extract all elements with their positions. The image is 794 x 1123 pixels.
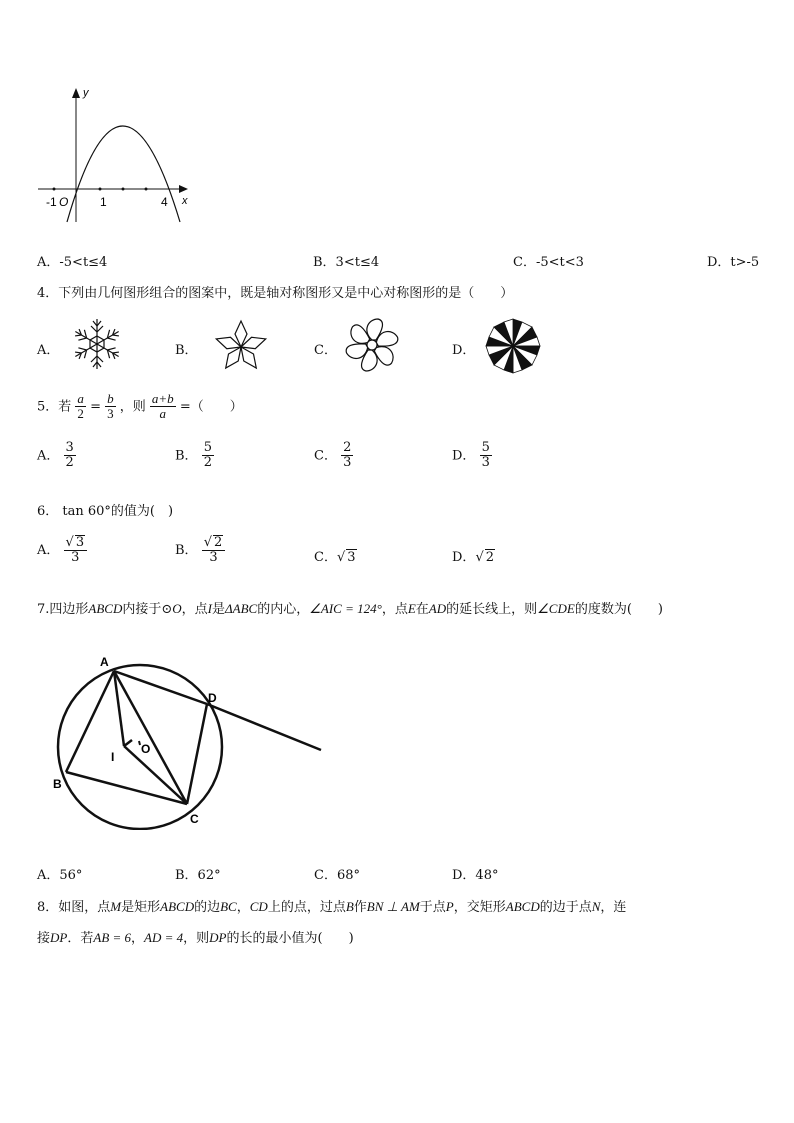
q8-stem-line2: 接DP．若AB = 6，AD = 4，则DP的长的最小值为( ) (37, 930, 354, 946)
segment-ac (114, 671, 187, 804)
q6-stem: 6． tan 60°的值为( ) (37, 504, 174, 519)
q6-option-d[interactable]: D．√ 2 (452, 550, 495, 565)
q4-option-b-label[interactable]: B． (175, 343, 198, 358)
q7-circle-figure (45, 650, 330, 830)
label-d: D (208, 691, 217, 705)
q5-option-d[interactable]: D． $\frac{5}{3}$ (452, 440, 490, 471)
q5-stem (37, 392, 243, 422)
q3-option-a[interactable]: A．-5<t≤4 (37, 255, 108, 270)
snowflake-icon[interactable] (68, 316, 126, 372)
label-c: C (190, 812, 199, 826)
q7-option-a[interactable]: A．56° (37, 868, 83, 883)
label-b: B (53, 777, 62, 791)
q3-option-c[interactable]: C．-5<t<3 (513, 255, 584, 270)
segment-io (124, 740, 132, 746)
segment-ad (114, 671, 207, 704)
q5-fraction-b-3: $\frac{b}{3}$ (107, 391, 114, 422)
tick-1: 1 (100, 195, 107, 209)
tick-neg1: -1 (46, 195, 57, 209)
segment-de-extension (207, 704, 321, 750)
q6-option-a[interactable]: A． $\frac{√ 3}{3}$ (37, 535, 87, 566)
y-label: y (83, 87, 89, 99)
label-i: I (111, 750, 115, 764)
origin-label: O (59, 195, 69, 209)
q3-option-d[interactable]: D．t>-5 (707, 255, 760, 270)
label-o: O (141, 742, 151, 756)
q5-suffix: =（ ） (179, 399, 243, 415)
point-o-mark (139, 741, 140, 745)
label-a: A (100, 655, 109, 669)
q4-option-d-label[interactable]: D． (452, 343, 476, 358)
q6-option-b[interactable]: B． $\frac{√ 2}{3}$ (175, 535, 225, 566)
q5-option-c[interactable]: C． $\frac{2}{3}$ (314, 440, 352, 471)
x-axis-arrow (179, 185, 188, 193)
segment-cd (187, 704, 207, 804)
q7-stem: 7.四边形ABCD内接于⊙O，点I是ΔABC的内心，∠AIC = 124°，点E在AD的延长线上，则∠CDE的度数为( ) (37, 601, 663, 617)
q5-fraction-ab-a: $\frac{a+b}{a}$ (151, 391, 174, 422)
q6-option-c[interactable]: C．√ 3 (314, 550, 356, 565)
q3-parabola-graph (30, 82, 200, 230)
q5-equals: = (90, 399, 101, 415)
black-white-star-icon[interactable] (484, 317, 542, 375)
x-label: x (182, 195, 188, 207)
q5-mid: ，则 (119, 399, 146, 415)
y-axis-arrow (72, 88, 80, 98)
tick-4: 4 (161, 195, 168, 209)
pinwheel-icon[interactable] (343, 316, 401, 374)
five-petal-rhombus-icon[interactable] (210, 316, 272, 374)
q4-option-c-label[interactable]: C． (314, 343, 337, 358)
q4-stem: 4．下列由几何图形组合的图案中，既是轴对称图形又是中心对称图形的是（ ） (37, 286, 514, 301)
q7-option-b[interactable]: B．62° (175, 868, 221, 883)
q5-prefix: 5．若 (37, 399, 72, 415)
q5-fraction-a-2: $\frac{a}{2}$ (77, 391, 84, 422)
q5-option-b[interactable]: B． $\frac{5}{2}$ (175, 440, 212, 471)
q4-option-a-label[interactable]: A． (37, 343, 60, 358)
q5-option-a[interactable]: A． $\frac{3}{2}$ (37, 440, 74, 471)
q7-option-d[interactable]: D．48° (452, 868, 499, 883)
q8-stem-line1: 8．如图，点M是矩形ABCD的边BC，CD上的点，过点B作BN ⊥ AM于点P，交矩形ABCD的边于点N，连 (37, 899, 627, 915)
q3-option-b[interactable]: B．3<t≤4 (313, 255, 380, 270)
segment-ab (66, 671, 114, 772)
q7-option-c[interactable]: C．68° (314, 868, 360, 883)
